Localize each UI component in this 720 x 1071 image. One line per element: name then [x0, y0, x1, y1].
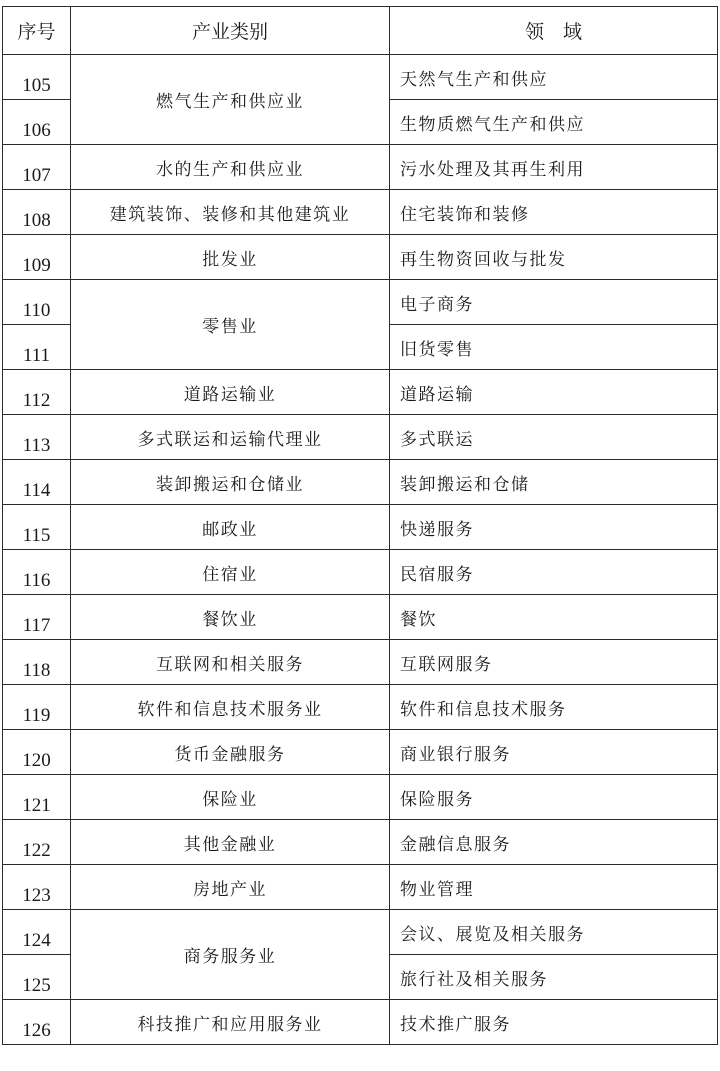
row-domain: 餐饮 [390, 595, 718, 640]
row-category: 水的生产和供应业 [71, 145, 390, 190]
row-number: 122 [3, 820, 71, 865]
row-category: 科技推广和应用服务业 [71, 1000, 390, 1045]
table-row [3, 460, 718, 505]
table-row [3, 190, 718, 235]
row-domain: 道路运输 [390, 370, 718, 415]
industry-table [2, 6, 718, 1045]
row-domain: 物业管理 [390, 865, 718, 910]
row-domain: 再生物资回收与批发 [390, 235, 718, 280]
row-number: 110 [3, 280, 71, 325]
table-row [3, 415, 718, 460]
table-row [3, 280, 718, 325]
row-number: 126 [3, 1000, 71, 1045]
row-category: 零售业 [71, 280, 390, 370]
table-row [3, 145, 718, 190]
row-domain: 天然气生产和供应 [390, 55, 718, 100]
table-row [3, 775, 718, 820]
row-number: 118 [3, 640, 71, 685]
row-number: 121 [3, 775, 71, 820]
row-category: 互联网和相关服务 [71, 640, 390, 685]
row-domain: 会议、展览及相关服务 [390, 910, 718, 955]
row-number: 124 [3, 910, 71, 955]
row-category: 建筑装饰、装修和其他建筑业 [71, 190, 390, 235]
row-category: 餐饮业 [71, 595, 390, 640]
row-number: 107 [3, 145, 71, 190]
table-row [3, 235, 718, 280]
header-industry-category: 产业类别 [71, 7, 390, 55]
table-row [3, 865, 718, 910]
row-category: 住宿业 [71, 550, 390, 595]
table-row [3, 550, 718, 595]
row-number: 117 [3, 595, 71, 640]
row-domain: 技术推广服务 [390, 1000, 718, 1045]
row-category: 其他金融业 [71, 820, 390, 865]
row-number: 113 [3, 415, 71, 460]
row-domain: 电子商务 [390, 280, 718, 325]
row-domain: 商业银行服务 [390, 730, 718, 775]
row-domain: 污水处理及其再生利用 [390, 145, 718, 190]
table-row [3, 730, 718, 775]
row-domain: 金融信息服务 [390, 820, 718, 865]
row-number: 116 [3, 550, 71, 595]
table-row [3, 505, 718, 550]
row-number: 119 [3, 685, 71, 730]
row-domain: 多式联运 [390, 415, 718, 460]
table-row [3, 685, 718, 730]
row-category: 装卸搬运和仓储业 [71, 460, 390, 505]
row-category: 货币金融服务 [71, 730, 390, 775]
row-domain: 互联网服务 [390, 640, 718, 685]
row-category: 商务服务业 [71, 910, 390, 1000]
row-domain: 保险服务 [390, 775, 718, 820]
row-domain: 生物质燃气生产和供应 [390, 100, 718, 145]
table-row [3, 55, 718, 100]
row-domain: 民宿服务 [390, 550, 718, 595]
row-number: 120 [3, 730, 71, 775]
row-domain: 软件和信息技术服务 [390, 685, 718, 730]
row-domain: 旧货零售 [390, 325, 718, 370]
row-number: 108 [3, 190, 71, 235]
table-row [3, 1000, 718, 1045]
row-category: 道路运输业 [71, 370, 390, 415]
row-category: 房地产业 [71, 865, 390, 910]
header-domain: 领 域 [390, 7, 718, 55]
table-row [3, 640, 718, 685]
table-row [3, 595, 718, 640]
row-domain: 装卸搬运和仓储 [390, 460, 718, 505]
row-number: 105 [3, 55, 71, 100]
header-serial-number: 序号 [3, 7, 71, 55]
row-category: 批发业 [71, 235, 390, 280]
row-number: 115 [3, 505, 71, 550]
table-row [3, 820, 718, 865]
row-number: 112 [3, 370, 71, 415]
row-number: 109 [3, 235, 71, 280]
row-category: 多式联运和运输代理业 [71, 415, 390, 460]
row-number: 106 [3, 100, 71, 145]
table-row [3, 910, 718, 955]
row-domain: 住宅装饰和装修 [390, 190, 718, 235]
row-category: 邮政业 [71, 505, 390, 550]
row-number: 114 [3, 460, 71, 505]
table-row [3, 370, 718, 415]
row-domain: 旅行社及相关服务 [390, 955, 718, 1000]
header-row [3, 7, 718, 55]
row-category: 保险业 [71, 775, 390, 820]
row-number: 125 [3, 955, 71, 1000]
row-number: 111 [3, 325, 71, 370]
row-category: 软件和信息技术服务业 [71, 685, 390, 730]
row-domain: 快递服务 [390, 505, 718, 550]
row-number: 123 [3, 865, 71, 910]
row-category: 燃气生产和供应业 [71, 55, 390, 145]
